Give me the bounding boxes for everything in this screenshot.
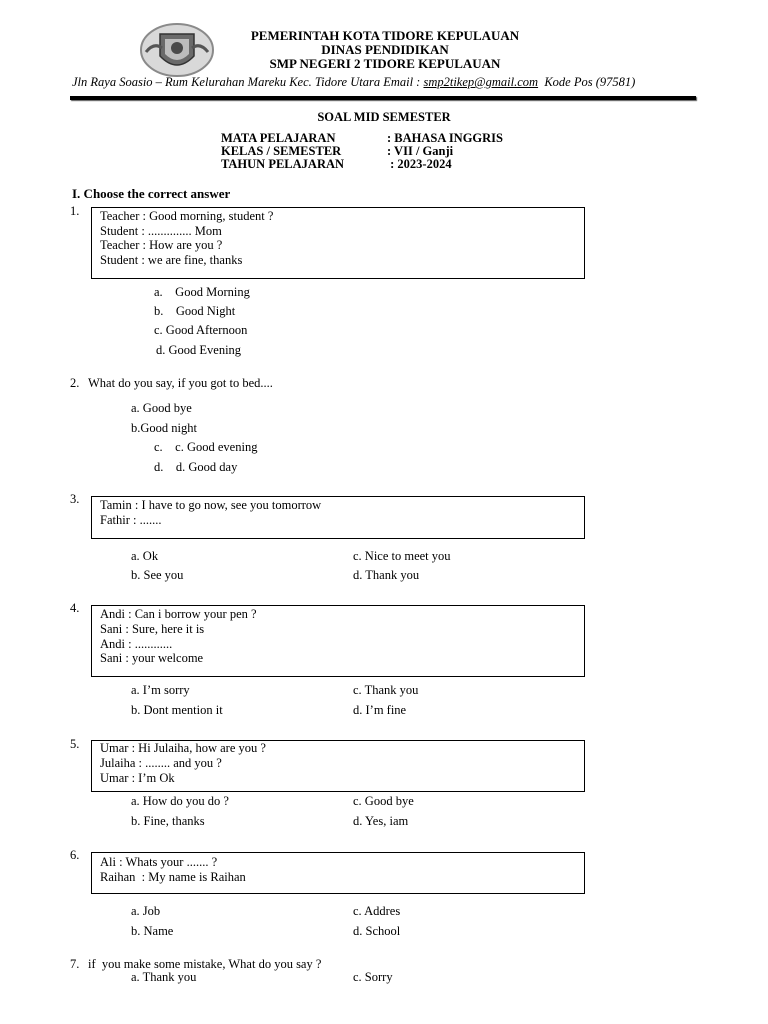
q6-option-a[interactable]: a. Job [131, 904, 161, 918]
q1-dialog-line: Student : .............. Mom [100, 224, 222, 238]
q1-number: 1. [70, 204, 80, 218]
q5-option-d[interactable]: d. Yes, iam [353, 814, 409, 828]
q6-option-c[interactable]: c. Addres [353, 904, 401, 918]
q2-option-c[interactable]: c. c. Good evening [154, 440, 258, 454]
q5-option-b[interactable]: b. Fine, thanks [131, 814, 205, 828]
meta-subject: MATA PELAJARAN : BAHASA INGGRIS [221, 131, 503, 145]
q4-option-d[interactable]: d. I’m fine [353, 703, 407, 717]
q5-dialog-line: Umar : Hi Julaiha, how are you ? [100, 741, 266, 755]
section-heading: I. Choose the correct answer [72, 186, 231, 201]
q4-option-c[interactable]: c. Thank you [353, 683, 419, 697]
q6-dialog-line: Ali : Whats your ....... ? [100, 855, 218, 869]
q3-option-a[interactable]: a. Ok [131, 549, 159, 563]
q3-dialog-line: Fathir : ....... [100, 513, 162, 527]
q1-option-a[interactable]: a. Good Morning [154, 285, 250, 299]
q3-option-b[interactable]: b. See you [131, 568, 184, 582]
q6-option-b[interactable]: b. Name [131, 924, 174, 938]
q4-dialog-line: Sani : your welcome [100, 651, 204, 665]
q1-dialog-line: Teacher : Good morning, student ? [100, 209, 274, 223]
exam-title: SOAL MID SEMESTER [317, 110, 451, 124]
q4-dialog-line: Andi : Can i borrow your pen ? [100, 607, 257, 621]
q7-question: if you make some mistake, What do you say ? [88, 957, 322, 971]
header-government: PEMERINTAH KOTA TIDORE KEPULAUAN [250, 28, 520, 43]
q1-option-d[interactable]: d. Good Evening [156, 343, 242, 357]
q2-number: 2. [70, 376, 80, 390]
email-link[interactable]: smp2tikep@gmail.com [423, 75, 539, 89]
q5-option-a[interactable]: a. How do you do ? [131, 794, 229, 808]
q4-number: 4. [70, 601, 80, 615]
q7-option-a[interactable]: a. Thank you [131, 970, 197, 984]
q6-number: 6. [70, 848, 80, 862]
header-divider [70, 96, 696, 100]
q3-option-d[interactable]: d. Thank you [353, 568, 420, 582]
meta-year: TAHUN PELAJARAN : 2023-2024 [221, 157, 452, 171]
q1-dialog-line: Student : we are fine, thanks [100, 253, 243, 267]
meta-class: KELAS / SEMESTER : VII / Ganji [221, 144, 454, 158]
q2-question: What do you say, if you got to bed.... [88, 376, 273, 390]
q4-dialog-line: Sani : Sure, here it is [100, 622, 205, 636]
q3-dialog-line: Tamin : I have to go now, see you tomorrow [100, 498, 322, 512]
q1-option-c[interactable]: c. Good Afternoon [154, 323, 248, 337]
q7-option-c[interactable]: c. Sorry [353, 970, 393, 984]
q5-dialog-line: Julaiha : ........ and you ? [100, 756, 222, 770]
header-school: SMP NEGERI 2 TIDORE KEPULAUAN [269, 56, 501, 71]
q2-option-a[interactable]: a. Good bye [131, 401, 192, 415]
q2-option-d[interactable]: d. d. Good day [154, 460, 238, 474]
school-address: Jln Raya Soasio – Rum Kelurahan Mareku Kec. Tidore Utara Email : smp2tikep@gmail.com Kode Pos (97581) [72, 75, 636, 89]
q1-dialog-line: Teacher : How are you ? [100, 238, 223, 252]
q3-option-c[interactable]: c. Nice to meet you [353, 549, 451, 563]
q1-option-b[interactable]: b. Good Night [154, 304, 236, 318]
q4-dialog-line: Andi : ............ [100, 637, 173, 651]
q6-dialog-line: Raihan : My name is Raihan [100, 870, 246, 884]
q5-option-c[interactable]: c. Good bye [353, 794, 414, 808]
q4-option-b[interactable]: b. Dont mention it [131, 703, 223, 717]
q2-option-b[interactable]: b.Good night [131, 421, 197, 435]
q4-option-a[interactable]: a. I’m sorry [131, 683, 190, 697]
q5-number: 5. [70, 737, 80, 751]
header-department: DINAS PENDIDIKAN [321, 42, 449, 57]
q7-number: 7. [70, 957, 80, 971]
q6-option-d[interactable]: d. School [353, 924, 401, 938]
q3-number: 3. [70, 492, 80, 506]
q5-dialog-line: Umar : I’m Ok [100, 771, 175, 785]
